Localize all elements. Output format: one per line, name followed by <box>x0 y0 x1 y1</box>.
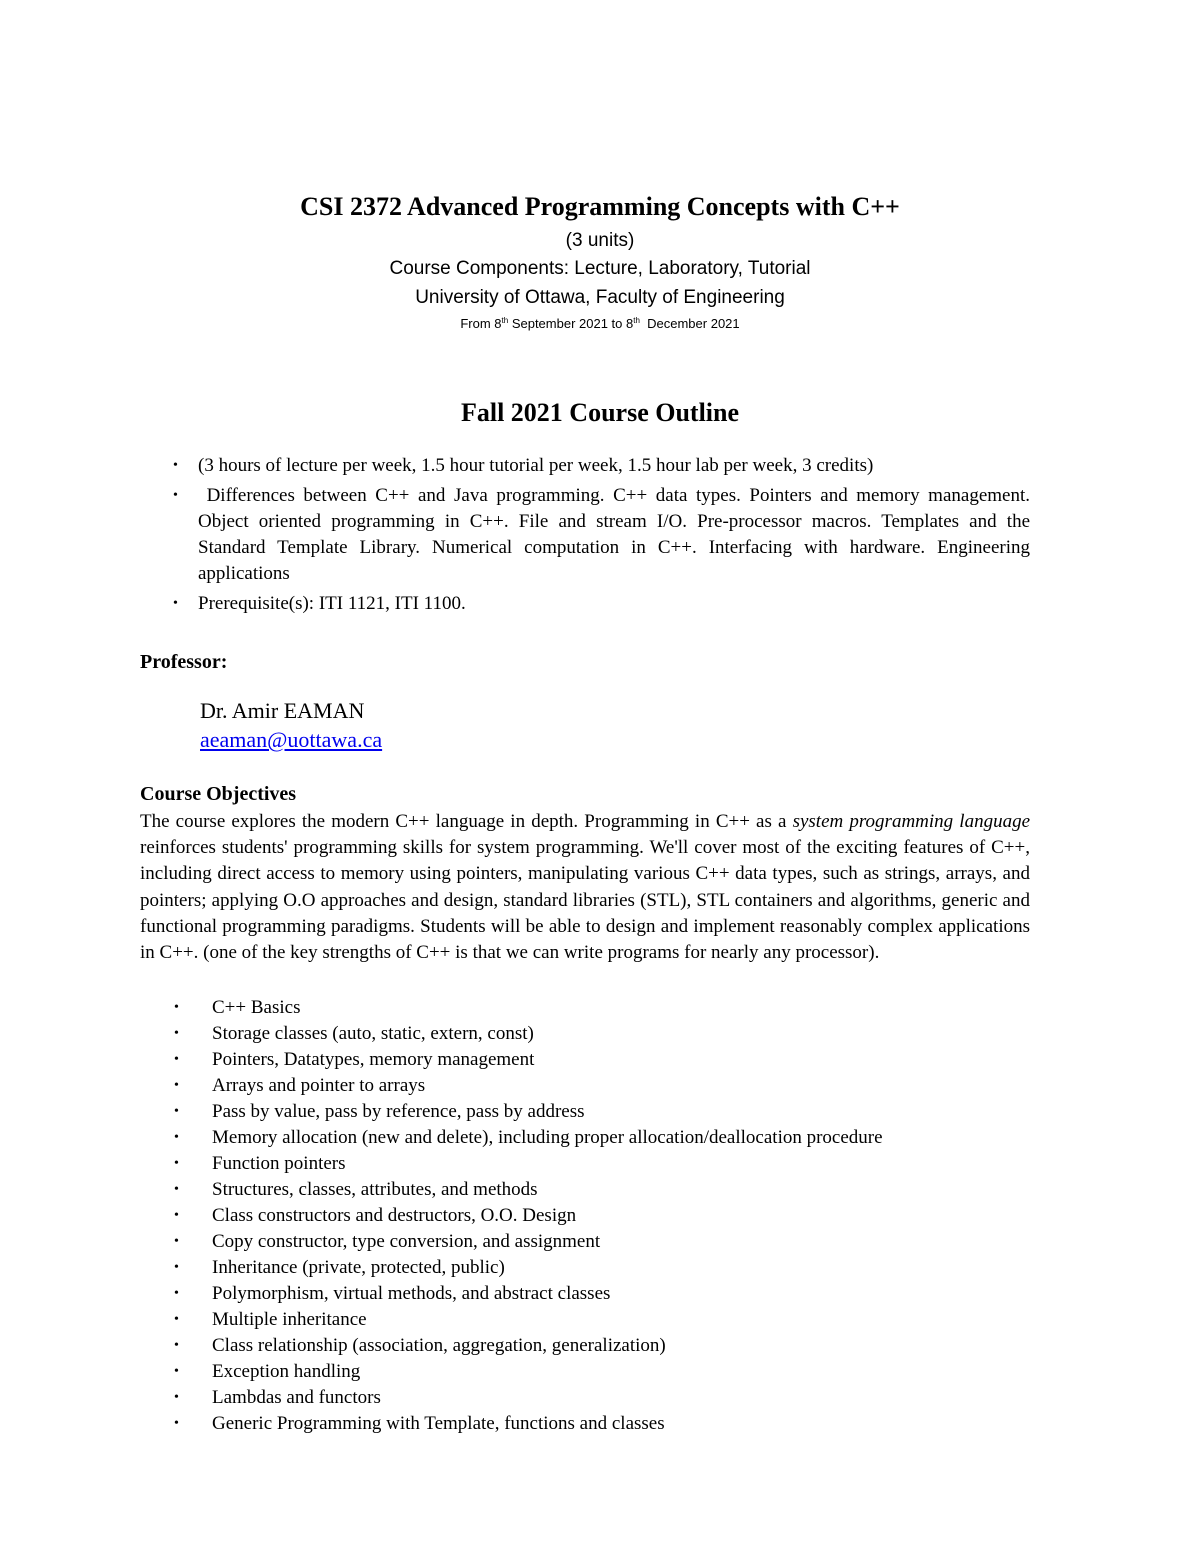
topic-text: Arrays and pointer to arrays <box>212 1075 426 1096</box>
bullet-icon: • <box>173 488 178 503</box>
list-item <box>174 1307 1032 1333</box>
objectives-paragraph <box>140 809 1030 966</box>
bullet-icon: • <box>174 1182 179 1197</box>
topic-text: Multiple inheritance <box>212 1309 367 1330</box>
bullet-icon: • <box>173 596 178 611</box>
list-item <box>174 1047 1032 1073</box>
list-item <box>174 1411 1032 1437</box>
list-item <box>174 1281 1032 1307</box>
topic-text: Generic Programming with Template, functions and classes <box>212 1413 665 1434</box>
topic-text: Function pointers <box>212 1153 346 1174</box>
list-item <box>174 1203 1032 1229</box>
topic-text: C++ Basics <box>212 997 301 1018</box>
course-units: (3 units) <box>565 230 635 251</box>
dates-suffix: December 2021 <box>639 316 740 331</box>
bullet-icon: • <box>174 1390 179 1405</box>
list-item <box>173 483 1035 587</box>
outline-list <box>173 453 1035 621</box>
bullet-icon: • <box>174 1416 179 1431</box>
course-components: Course Components: Lecture, Laboratory, Tutorial <box>389 258 811 279</box>
bullet-icon: • <box>174 1078 179 1093</box>
university-faculty: University of Ottawa, Faculty of Engineering <box>415 287 785 308</box>
course-title: CSI 2372 Advanced Programming Concepts with C++ <box>300 192 900 221</box>
list-item <box>174 1229 1032 1255</box>
bullet-icon: • <box>174 1286 179 1301</box>
objectives-heading: Course Objectives <box>140 783 297 805</box>
dates-sup-2: th <box>633 316 640 325</box>
bullet-icon: • <box>174 1234 179 1249</box>
bullet-icon: • <box>174 1338 179 1353</box>
objectives-text-2: reinforces students' programming skills for system programming. We'll cover most of the exciting features of C++, including direct access to memory using pointers, manipulating various C++ data types, such as strings, arrays, and pointers; applying O.O approaches and design, standard libraries (STL), STL containers and algorithms, generic and functional programming paradigms. Students will be able to design and implement reasonably complex applications in C++. (one of the key strengths of C++ is that we can write programs for nearly any processor). <box>140 837 1030 964</box>
bullet-icon: • <box>174 1312 179 1327</box>
list-item <box>174 1099 1032 1125</box>
list-item <box>174 1021 1032 1047</box>
bullet-icon: • <box>174 1156 179 1171</box>
objectives-text-1: The course explores the modern C++ language in depth. Programming in C++ as a <box>140 811 793 832</box>
dates-middle: September 2021 to 8 <box>508 316 634 331</box>
topic-text: Storage classes (auto, static, extern, const) <box>212 1023 534 1044</box>
bullet-icon: • <box>174 1208 179 1223</box>
outline-title: Fall 2021 Course Outline <box>460 398 740 427</box>
course-dates <box>0 314 1200 334</box>
list-item <box>174 1073 1032 1099</box>
bullet-icon: • <box>174 1364 179 1379</box>
topic-text: Inheritance (private, protected, public) <box>212 1257 505 1278</box>
professor-name: Dr. Amir EAMAN <box>200 698 365 723</box>
list-item <box>174 995 1032 1021</box>
bullet-icon: • <box>174 1104 179 1119</box>
topic-text: Polymorphism, virtual methods, and abstract classes <box>212 1283 611 1304</box>
list-item <box>174 1385 1032 1411</box>
bullet-icon: • <box>174 1052 179 1067</box>
topic-text: Class relationship (association, aggregation, generalization) <box>212 1335 666 1356</box>
list-item <box>174 1125 1032 1151</box>
list-item <box>173 453 1030 479</box>
outline-item-text: (3 hours of lecture per week, 1.5 hour tutorial per week, 1.5 hour lab per week, 3 credits) <box>198 455 874 476</box>
dates-sup-1: th <box>501 316 509 325</box>
dates-prefix: From 8 <box>460 316 502 331</box>
outline-item-text: Prerequisite(s): ITI 1121, ITI 1100. <box>198 593 466 614</box>
professor-email-link[interactable]: aeaman@uottawa.ca <box>200 727 383 752</box>
bullet-icon: • <box>174 1260 179 1275</box>
bullet-icon: • <box>174 1000 179 1015</box>
bullet-icon: • <box>174 1130 179 1145</box>
topic-text: Pass by value, pass by reference, pass by address <box>212 1101 585 1122</box>
topic-text: Exception handling <box>212 1361 361 1382</box>
topic-text: Pointers, Datatypes, memory management <box>212 1049 535 1070</box>
list-item <box>173 591 1030 617</box>
outline-item-text: Differences between C++ and Java programming. C++ data types. Pointers and memory management. Object oriented programming in C++. File and stream I/O. Pre-processor macros. Templates and the Standard Template Library. Numerical computation in C++. Interfacing with hardware. Engineering applications <box>198 485 1035 584</box>
professor-heading: Professor: <box>140 651 228 673</box>
list-item <box>174 1151 1032 1177</box>
objectives-italic-text: system programming language <box>792 811 1031 832</box>
list-item <box>174 1333 1032 1359</box>
topic-text: Structures, classes, attributes, and methods <box>212 1179 538 1200</box>
topic-text: Copy constructor, type conversion, and assignment <box>212 1231 601 1252</box>
topic-text: Lambdas and functors <box>212 1387 381 1408</box>
list-item <box>174 1359 1032 1385</box>
topics-list <box>174 995 1032 1437</box>
bullet-icon: • <box>174 1026 179 1041</box>
list-item <box>174 1255 1032 1281</box>
list-item <box>174 1177 1032 1203</box>
topic-text: Class constructors and destructors, O.O. Design <box>212 1205 577 1226</box>
bullet-icon: • <box>173 458 178 473</box>
topic-text: Memory allocation (new and delete), including proper allocation/deallocation procedure <box>212 1127 883 1148</box>
